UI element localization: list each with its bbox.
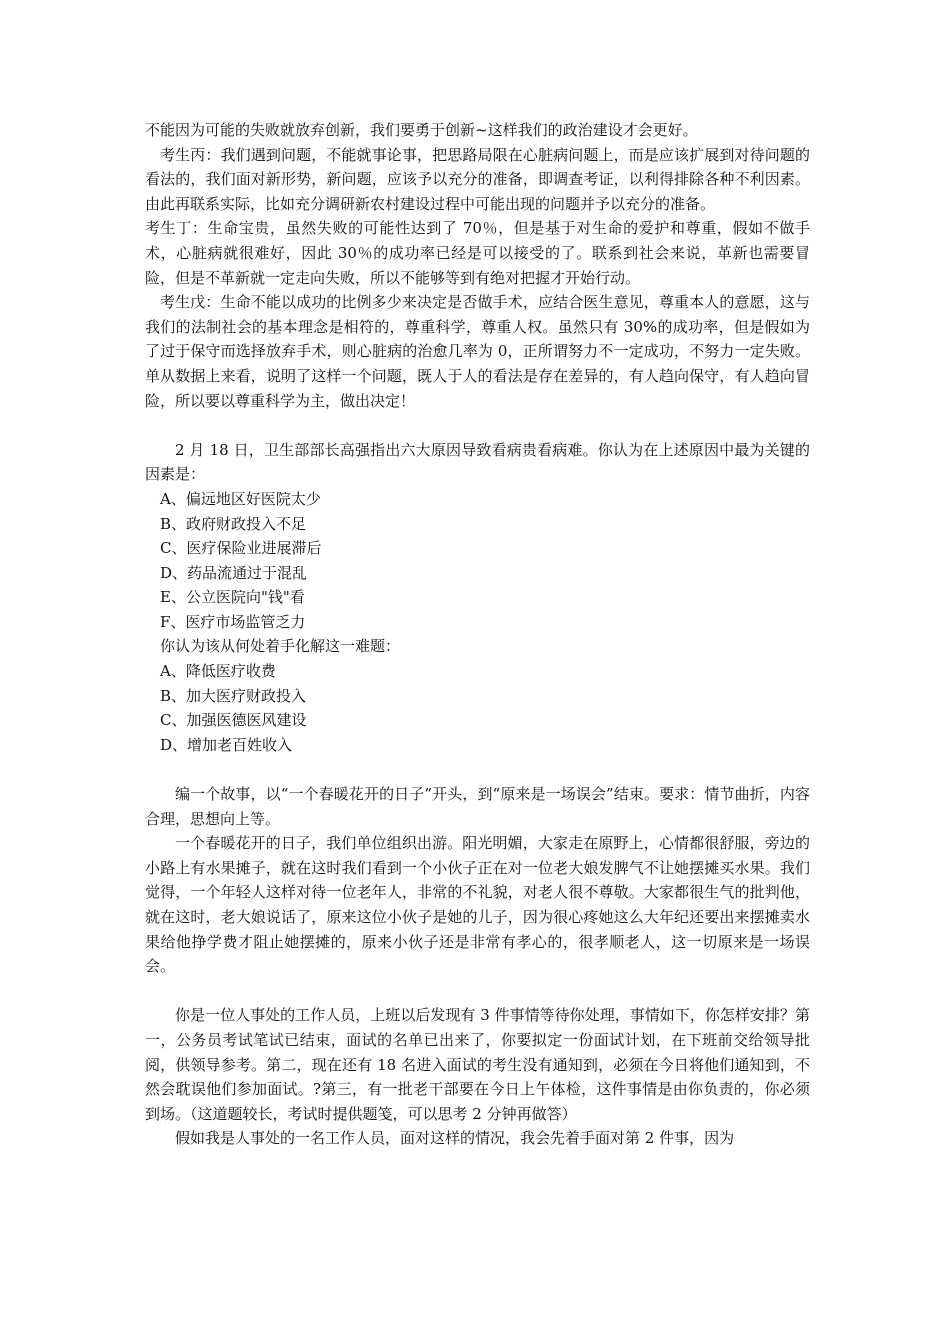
story-answer: 一个春暖花开的日子，我们单位组织出游。阳光明媚，大家走在原野上，心情都很舒服，旁边的小路上有水果摊子，就在这时我们看到一个小伙子正在对一位老大娘发脾气不让她摆摊买水果。我们觉得，一个年轻人这样对待一位老年人，非常的不礼貌，对老人很不尊敬。大家都很生气的批判他，就在这时，老大娘说话了，原来这位小伙子是她的儿子，因为很心疼她这么大年纪还要出来摆摊卖水果给他挣学费才阻止她摆摊的，原来小伙子还是非常有孝心的，很孝顺老人，这一切原来是一场误会。 (145, 834, 810, 976)
spacer (145, 757, 810, 782)
option-item: B、加大医疗财政投入 (160, 686, 307, 705)
question-medical-cost-prompt: 2 月 18 日，卫生部部长高强指出六大原因导致看病贵看病难。你认为在上述原因中最为关键的因素是： (145, 440, 810, 484)
document-page (145, 118, 810, 1151)
option-item: C、加强医德医风建设 (160, 711, 307, 730)
option-item: D、增加老百姓收入 (160, 735, 293, 754)
option-item: D、药品流通过于混乱 (160, 563, 308, 582)
spacer (145, 413, 810, 438)
question-story-prompt: 编一个故事，以“一个春暖花开的日子”开头，到“原来是一场误会”结束。要求：情节曲折，内容合理，思想向上等。 (145, 785, 810, 828)
paragraph-candidate-bing: 考生丙：我们遇到问题，不能就事论事，把思路局限在心脏病问题上，而是应该扩展到对待问题的看法的，我们面对新形势，新问题，应该予以充分的准备，即调查考证，以利得排除各种不利因素。由此再联系实际，比如充分调研新农村建设过程中可能出现的问题并予以充分的准备。 (145, 145, 810, 213)
question-followup: 你认为该从何处着手化解这一难题： (160, 637, 401, 656)
paragraph-candidate-wu: 考生戊：生命不能以成功的比例多少来决定是否做手术，应结合医生意见，尊重本人的意愿，这与我们的法制社会的基本理念是相符的，尊重科学，尊重人权。虽然只有 30%的成功率，但是假如为了过于保守而选择放弃手术，则心脏病的治愈几率为 0，正所谓努力不一定成功，不努力一定失败。单从数据上来看，说明了这样一个问题，既人于人的看法是存在差异的，有人趋向保守，有人趋向冒险，所以要以尊重科学为主，做出决定！ (145, 293, 810, 410)
question-personnel-prompt: 你是一位人事处的工作人员，上班以后发现有 3 件事情等待你处理，事情如下，你怎样安排？第一，公务员考试笔试已结束，面试的名单已出来了，你要拟定一份面试计划，在下班前交给领导批阅，供领导参考。第二，现在还有 18 名进入面试的考生没有通知到，必须在今日将他们通知到，不然会耽误他们参加面试。?第三，有一批老干部要在今日上午体检，这件事情是由你负责的，你必须到场。（这道题较长，考试时提供题笺，可以思考 2 分钟再做答） (145, 1006, 810, 1123)
option-item: F、医疗市场监管乏力 (160, 612, 306, 631)
paragraph-innovation-conclusion: 不能因为可能的失败就放弃创新，我们要勇于创新~这样我们的政治建设才会更好。 (145, 121, 698, 139)
paragraph-candidate-ding: 考生丁：生命宝贵，虽然失败的可能性达到了 70％，但是基于对生命的爱护和尊重，假如不做手术，心脏病就很难好，因此 30％的成功率已经是可以接受的了。联系到社会来说，革新也需要冒险，但是不革新就一定走向失败，所以不能够等到有绝对把握才开始行动。 (145, 219, 810, 287)
option-item: B、政府财政投入不足 (160, 514, 307, 533)
option-item: C、医疗保险业进展滞后 (160, 539, 322, 558)
option-item: A、偏远地区好医院太少 (160, 489, 321, 508)
option-item: A、降低医疗收费 (160, 662, 276, 681)
spacer (145, 979, 810, 1004)
personnel-answer: 假如我是人事处的一名工作人员，面对这样的情况，我会先着手面对第 2 件事，因为 (175, 1129, 735, 1148)
option-item: E、公立医院向"钱"看 (160, 588, 305, 607)
